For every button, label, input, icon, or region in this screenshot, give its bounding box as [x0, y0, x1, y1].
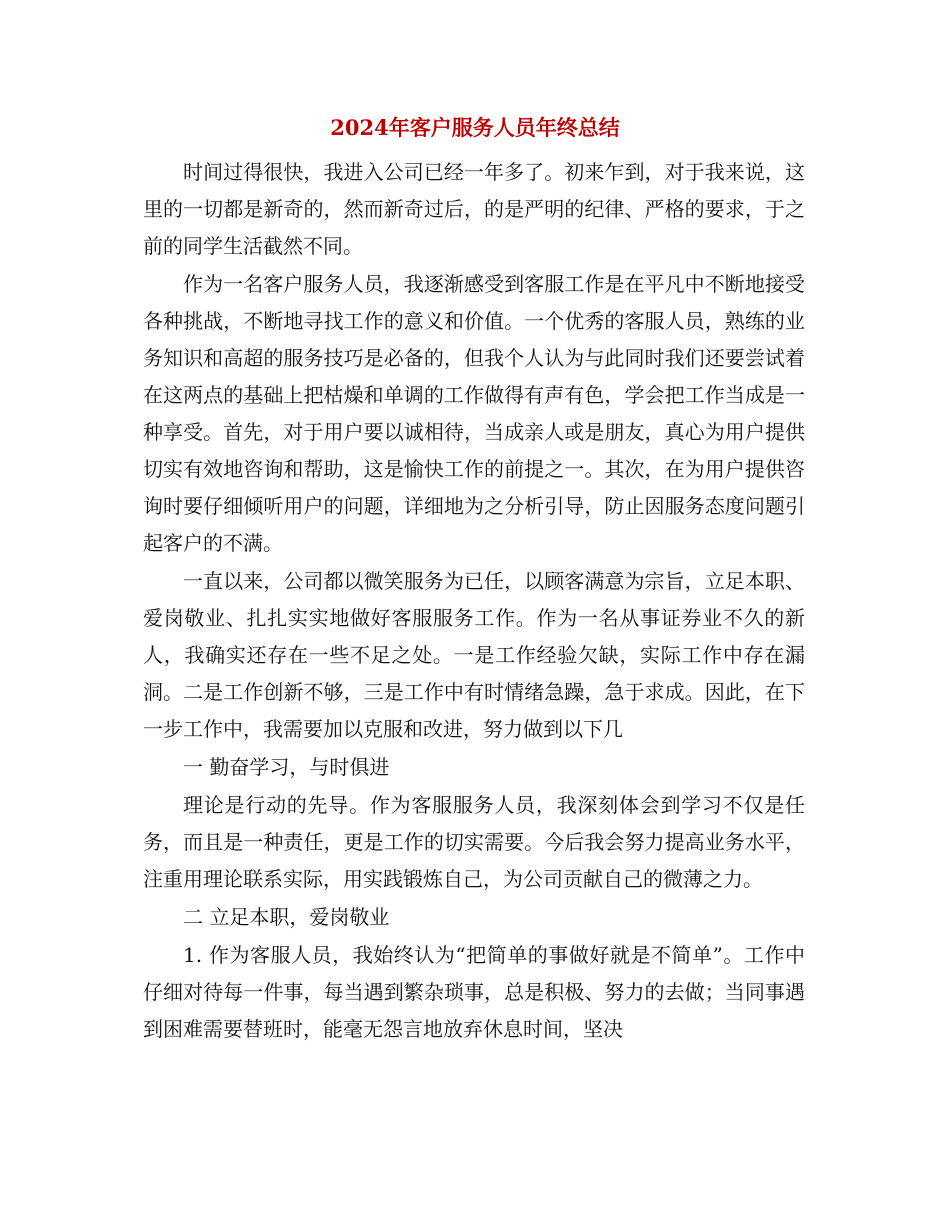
document-title: 2024年客户服务人员年终总结 — [330, 115, 620, 140]
paragraph-role-reflection: 作为一名客户服务人员，我逐渐感受到客服工作是在平凡中不断地接受各种挑战，不断地寻找工作的意义和价值。一个优秀的客服人员，熟练的业务知识和高超的服务技巧是必备的，但我个人认为与此同时我们还要尝试着在这两点的基础上把枯燥和单调的工作做得有声有色，学会把工作当成是一种享受。首先，对于用户要以诚相待，当成亲人或是朋友，真心为用户提供切实有效地咨询和帮助，这是愉快工作的前提之一。其次，在为用户提供咨询时要仔细倾听用户的问题，详细地为之分析引导，防止因服务态度问题引起客户的不满。 — [143, 272, 805, 555]
section-heading-study: 一 勤奋学习，与时俱进 — [183, 755, 390, 779]
paragraph-intro: 时间过得很快，我进入公司已经一年多了。初来乍到，对于我来说，这里的一切都是新奇的，然而新奇过后，的是严明的纪律、严格的要求，于之前的同学生活截然不同。 — [143, 160, 805, 258]
paragraph-dedication-point-1: 1. 作为客服人员，我始终认为“把简单的事做好就是不简单”。工作中仔细对待每一件事，每当遇到繁杂琐事，总是积极、努力的去做；当同事遇到困难需要替班时，能毫无怨言地放弃休息时间，坚决 — [143, 943, 805, 1041]
section-heading-dedication: 二 立足本职，爱岗敬业 — [183, 905, 390, 929]
paragraph-study: 理论是行动的先导。作为客服服务人员，我深刻体会到学习不仅是任务，而且是一种责任，更是工作的切实需要。今后我会努力提高业务水平，注重用理论联系实际，用实践锻炼自己，为公司贡献自己的微薄之力。 — [143, 793, 805, 891]
document-body — [143, 154, 805, 1049]
paragraph-shortcomings: 一直以来，公司都以微笑服务为已任，以顾客满意为宗旨，立足本职、爱岗敬业、扎扎实实地做好客服服务工作。作为一名从事证券业不久的新人，我确实还存在一些不足之处。一是工作经验欠缺，实际工作中存在漏洞。二是工作创新不够，三是工作中有时情绪急躁，急于求成。因此，在下一步工作中，我需要加以克服和改进，努力做到以下几 — [143, 569, 805, 741]
